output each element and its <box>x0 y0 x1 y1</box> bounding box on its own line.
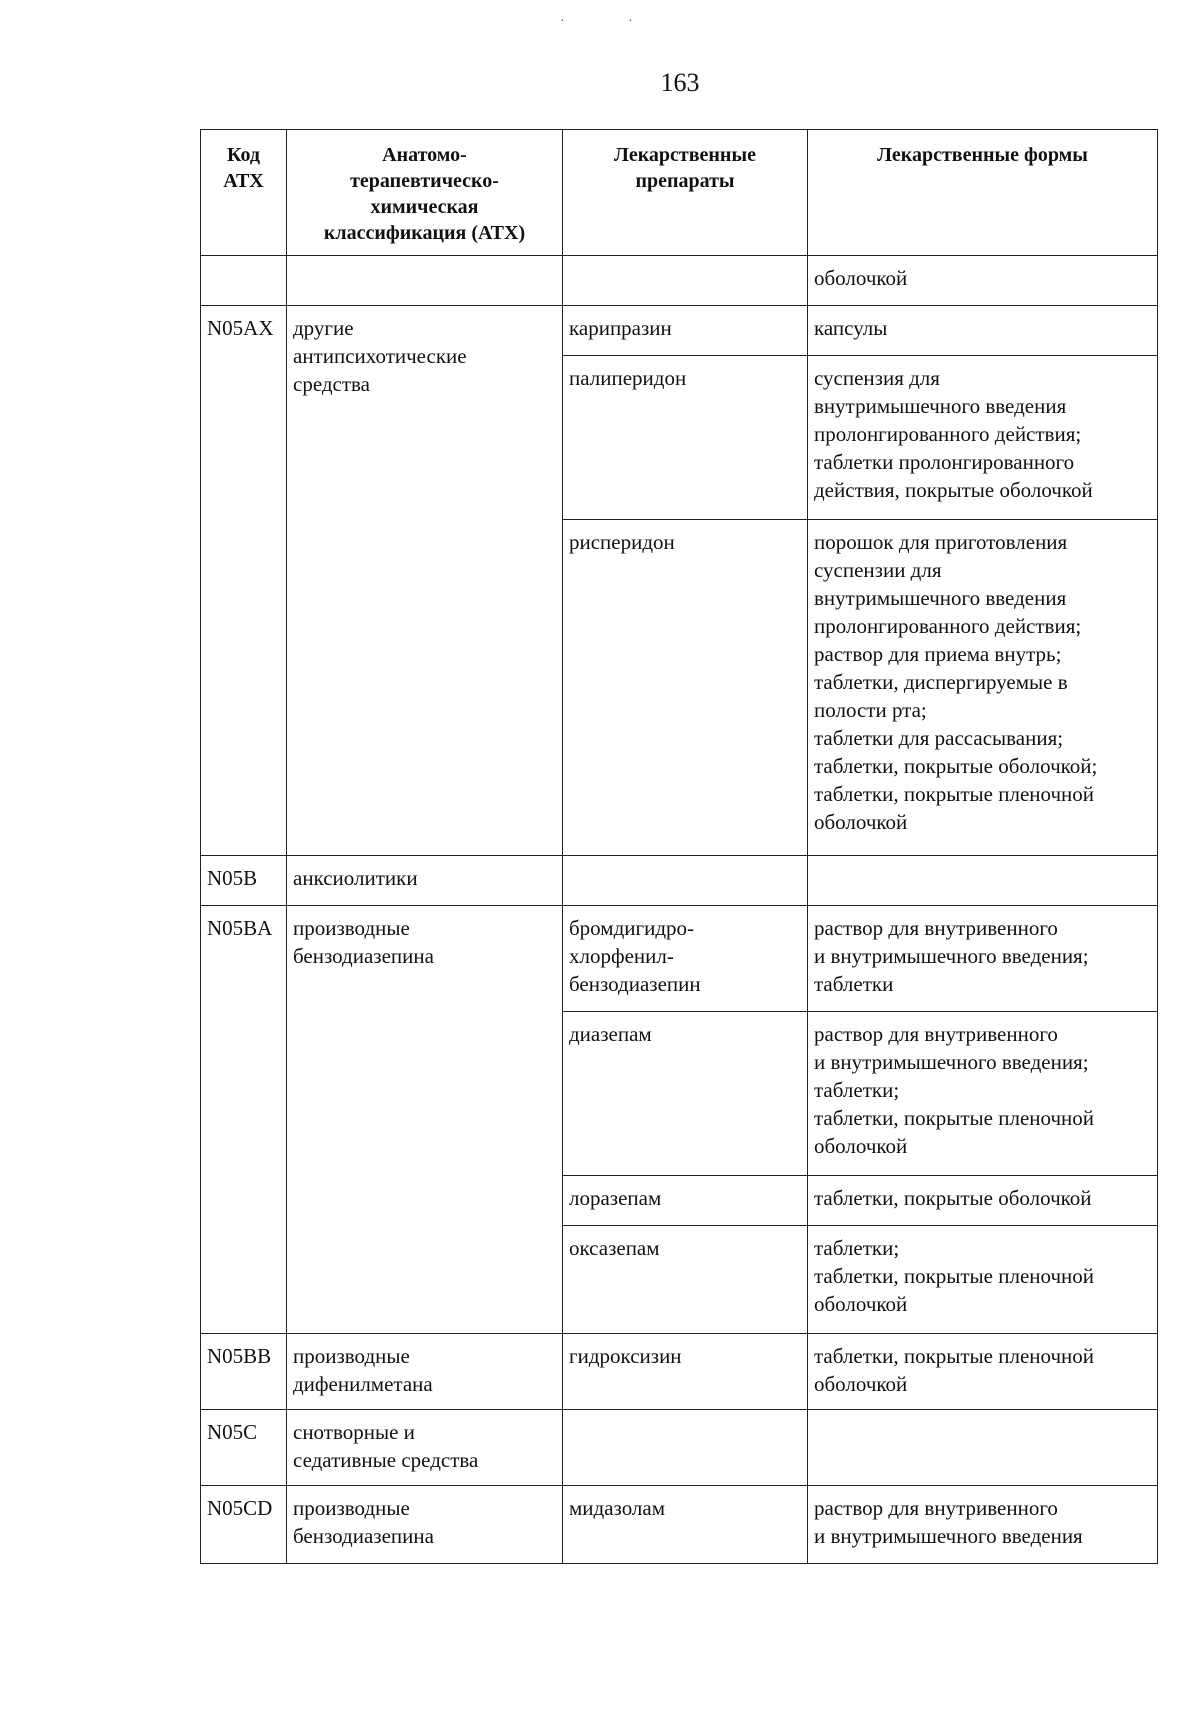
header-classification: Анатомо- терапевтическо- химическая классификация (АТХ) <box>287 130 563 256</box>
code-cell: N05AX <box>201 306 287 856</box>
drug-cell <box>563 1410 808 1486</box>
drug-cell <box>563 256 808 306</box>
code-cell <box>201 256 287 306</box>
table-row <box>201 906 1158 1012</box>
drug-cell: мидазолам <box>563 1486 808 1564</box>
scan-artifact: · · <box>560 14 663 29</box>
form-cell <box>808 1410 1158 1486</box>
form-cell: капсулы <box>808 306 1158 356</box>
drug-cell: бромдигидро- хлорфенил- бензодиазепин <box>563 906 808 1012</box>
drug-cell: гидроксизин <box>563 1334 808 1410</box>
class-cell <box>287 256 563 306</box>
drug-cell: лоразепам <box>563 1176 808 1226</box>
drug-cell: палиперидон <box>563 356 808 520</box>
class-cell: снотворные и седативные средства <box>287 1410 563 1486</box>
class-cell: производные дифенилметана <box>287 1334 563 1410</box>
form-cell: суспензия для внутримышечного введения пролонгированного действия; таблетки пролонгированного действия, покрытые оболочкой <box>808 356 1158 520</box>
drug-cell <box>563 856 808 906</box>
form-cell: раствор для внутривенного и внутримышечного введения; таблетки <box>808 906 1158 1012</box>
table-row <box>201 1334 1158 1410</box>
class-cell: другие антипсихотические средства <box>287 306 563 856</box>
form-cell: раствор для внутривенного и внутримышечного введения <box>808 1486 1158 1564</box>
drug-cell: оксазепам <box>563 1226 808 1334</box>
class-cell: производные бензодиазепина <box>287 1486 563 1564</box>
drug-cell: диазепам <box>563 1012 808 1176</box>
form-cell <box>808 856 1158 906</box>
form-cell: порошок для приготовления суспензии для внутримышечного введения пролонгированного действия; раствор для приема внутрь; таблетки, диспергируемые в полости рта; таблетки для рассасывания; таблетки, покрытые оболочкой; таблетки, покрытые пленочной оболочкой <box>808 520 1158 856</box>
class-cell: производные бензодиазепина <box>287 906 563 1334</box>
form-cell: таблетки, покрытые оболочкой <box>808 1176 1158 1226</box>
header-drugs: Лекарственные препараты <box>563 130 808 256</box>
drug-cell: карипразин <box>563 306 808 356</box>
header-forms: Лекарственные формы <box>808 130 1158 256</box>
atx-table <box>200 129 1158 1564</box>
page-number: 163 <box>660 68 700 97</box>
class-cell: анксиолитики <box>287 856 563 906</box>
table-header-row <box>201 130 1158 256</box>
code-cell: N05B <box>201 856 287 906</box>
form-cell: таблетки, покрытые пленочной оболочкой <box>808 1334 1158 1410</box>
code-cell: N05BB <box>201 1334 287 1410</box>
table-row <box>201 1486 1158 1564</box>
form-cell: оболочкой <box>808 256 1158 306</box>
form-cell: раствор для внутривенного и внутримышечного введения; таблетки; таблетки, покрытые пленочной оболочкой <box>808 1012 1158 1176</box>
drug-cell: рисперидон <box>563 520 808 856</box>
code-cell: N05CD <box>201 1486 287 1564</box>
code-cell: N05C <box>201 1410 287 1486</box>
table-row <box>201 856 1158 906</box>
form-cell: таблетки; таблетки, покрытые пленочной оболочкой <box>808 1226 1158 1334</box>
table-row <box>201 306 1158 356</box>
table-row <box>201 256 1158 306</box>
code-cell: N05BA <box>201 906 287 1334</box>
header-code: Код АТХ <box>201 130 287 256</box>
table-row <box>201 1410 1158 1486</box>
